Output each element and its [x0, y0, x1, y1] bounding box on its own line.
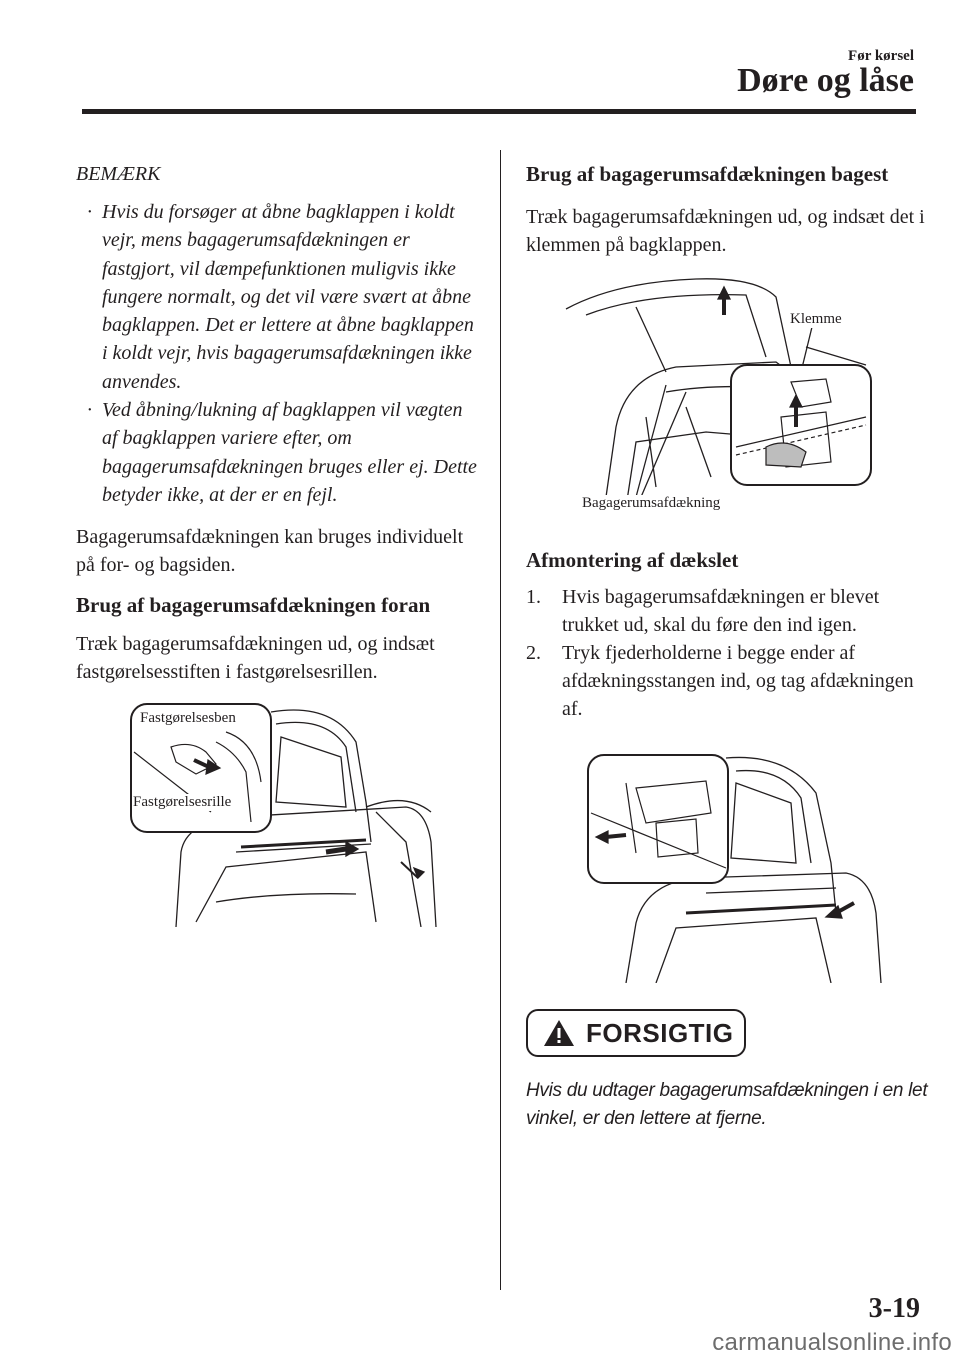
rear-clip-illustration — [526, 267, 916, 532]
warning-label: FORSIGTIG — [586, 1017, 734, 1048]
note-box — [76, 160, 480, 509]
car-trunk-illustration — [76, 702, 456, 927]
removal-heading: Afmontering af dækslet — [526, 548, 739, 572]
callout-fastening-pin: Fastgørelsesben — [140, 710, 236, 727]
bullet: · — [87, 399, 92, 422]
removal-illustration — [586, 753, 886, 983]
warning-triangle-icon — [542, 1018, 576, 1048]
front-heading: Brug af bagagerumsafdækningen foran — [76, 593, 431, 618]
rear-heading: Brug af bagagerumsafdækningen bagest — [526, 162, 889, 186]
list-item — [526, 639, 930, 723]
step-number: 1. — [526, 586, 541, 608]
right-column — [526, 160, 930, 1133]
column-divider — [500, 150, 501, 1290]
watermark-link[interactable]: carmanualsonline.info — [712, 1329, 952, 1356]
left-column — [76, 160, 480, 927]
note-title: BEMÆRK — [76, 163, 161, 185]
note-item — [76, 198, 480, 396]
bullet: · — [87, 201, 92, 223]
note-text: Ved åbning/lukning af bagklappen vil vægten af bagklappen variere efter, om bagagerumsafdækningen bruges eller ej. Dette betyder ikke, at der er en fejl. — [102, 399, 477, 506]
rear-cover-illustration — [526, 267, 916, 532]
list-item — [526, 583, 930, 639]
caution-box — [526, 1009, 746, 1057]
step-number: 2. — [526, 642, 541, 664]
remove-cover-illustration — [586, 753, 886, 983]
header-rule — [82, 109, 916, 114]
callout-clip: Klemme — [790, 311, 842, 327]
rear-paragraph: Træk bagagerumsafdækningen ud, og indsæt det i klemmen på bagklappen. — [526, 206, 925, 256]
intro-paragraph: Bagagerumsafdækningen kan bruges individuelt på for- og bagsiden. — [76, 526, 464, 577]
note-text: Hvis du forsøger at åbne bagklappen i koldt vejr, mens bagagerumsafdækningen er fastgjort, vil dæmpefunktionen muligvis ikke fungere normalt, og det vil være svært at åbne bagklappen. Det er lettere at åbne bagklappen i koldt vejr, hvis bagagerumsafdækningen ikke anvendes. — [102, 201, 474, 393]
front-cover-illustration — [76, 702, 456, 927]
page-title: Døre og låse — [737, 62, 914, 99]
step-text: Hvis bagagerumsafdækningen er blevet trukket ud, skal du føre den ind igen. — [562, 586, 880, 636]
page-number: 3-19 — [868, 1293, 920, 1324]
note-item — [76, 396, 480, 509]
front-paragraph: Træk bagagerumsafdækningen ud, og indsæt fastgørelsesstiften i fastgørelsesrillen. — [76, 633, 435, 684]
caution-text: Hvis du udtager bagagerumsafdækningen i en let vinkel, er den lettere at fjerne. — [526, 1080, 928, 1129]
removal-steps — [526, 583, 930, 723]
section-label: Før kørsel — [848, 48, 914, 64]
callout-fastening-groove: Fastgørelsesrille — [133, 794, 232, 811]
callout-cargo-cover: Bagagerumsafdækning — [582, 495, 721, 511]
step-text: Tryk fjederholderne i begge ender af afdækningsstangen ind, og tag afdækningen af. — [562, 642, 914, 720]
